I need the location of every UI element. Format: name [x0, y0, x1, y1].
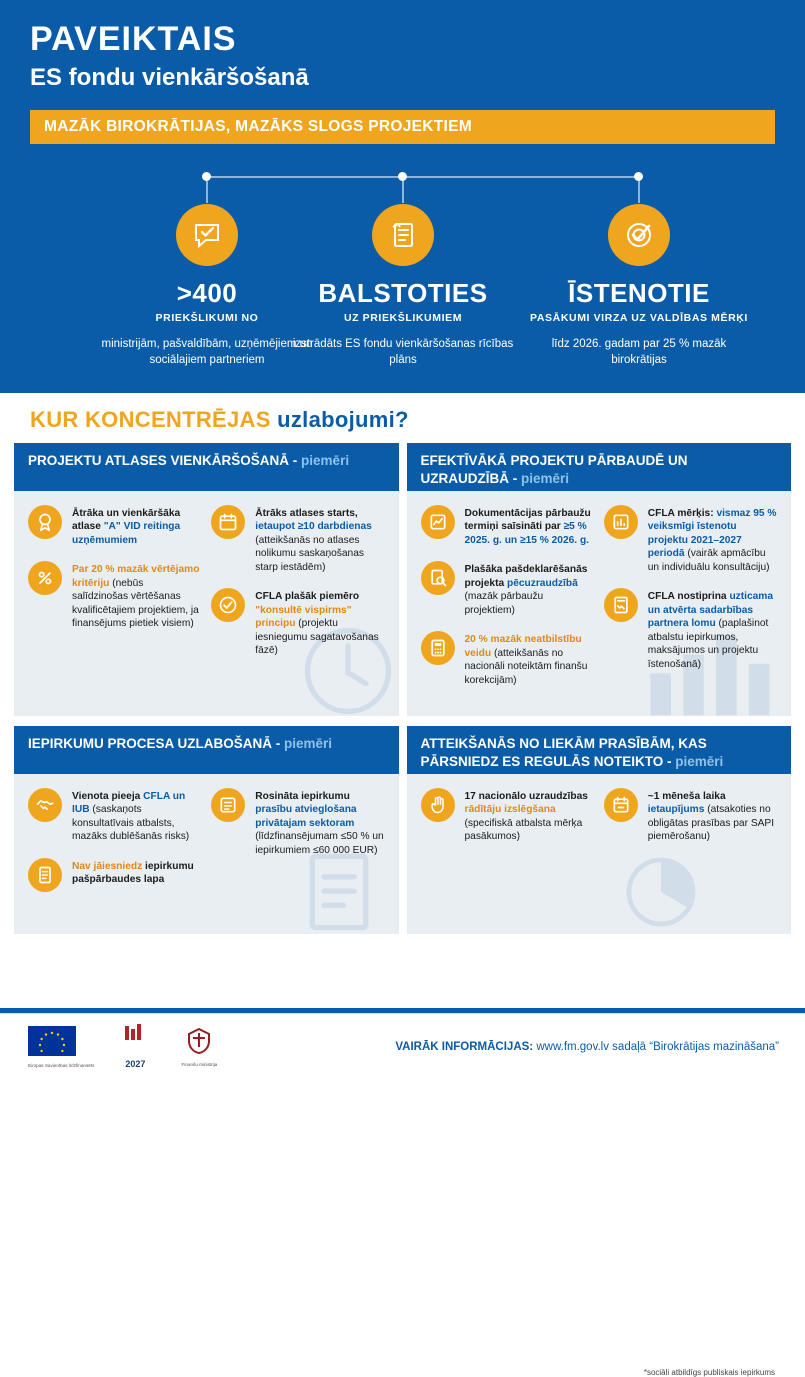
list-item-text: Ātrāka un vienkāršāka atlase "A" VID reitinga uzņēmumiem [72, 508, 181, 546]
list-item [604, 588, 777, 671]
list-item [604, 505, 777, 574]
quadrant-body [14, 774, 399, 934]
list-item [28, 858, 201, 892]
calendar-icon [211, 505, 245, 539]
target-check-icon [608, 204, 670, 266]
quadrant-heading-light: piemēri [675, 753, 724, 769]
goal-chart-icon [604, 505, 638, 539]
quadrant-grid [14, 443, 791, 934]
list-item [28, 561, 201, 630]
stat-number: BALSTOTIES [318, 277, 488, 308]
list-item-text: 17 nacionālo uzraudzības rādītāju izslēgšana (specifiskā atbalsta mērķa pasākumos) [464, 791, 588, 843]
stat-item [288, 204, 518, 368]
document-ghost-icon [296, 852, 391, 932]
list-item-text: Rosināta iepirkumu prasību atvieglošana privātajam sektoram (līdzfinansējumam ≤50 % un iepirkumiem ≤60 000 EUR) [255, 791, 384, 856]
list-item [211, 788, 384, 857]
footer-cta-url[interactable]: www.fm.gov.lv sadaļā “Birokrātijas mazināšana” [536, 1041, 779, 1053]
stat-caption: PASĀKUMI VIRZA UZ VALDĪBAS MĒRĶI [530, 311, 748, 324]
quadrant-heading-main: PROJEKTU ATLASES VIENKĀRŠOŠANĀ - [28, 453, 298, 468]
quadrant-heading [14, 443, 399, 491]
list-item [28, 788, 201, 844]
stats-row [0, 162, 805, 372]
calendar-save-icon [604, 788, 638, 822]
quadrant-heading [407, 443, 792, 491]
shop-doc-icon [211, 788, 245, 822]
quadrant-column [211, 505, 384, 658]
quadrant-heading-main: IEPIRKUMU PROCESA UZLABOŠANĀ - [28, 736, 281, 751]
eu-flag-caption: Eiropas Savienības līdzfinansēts [28, 1062, 95, 1068]
page-subtitle: ES fondu vienkāršošanā [30, 63, 309, 91]
timeline-stem [638, 181, 640, 203]
list-item-text: 20 % mazāk neatbilstību veidu (atteikšanās no nacionāli noteiktām finanšu korekcijām) [464, 634, 588, 686]
eu-flag-logo [28, 1026, 94, 1069]
quadrant-body [407, 774, 792, 934]
list-item [421, 788, 594, 844]
list-item-text: ~1 mēneša laika ietaupījums (atsakoties no obligātas prasības par SAPI piemērošanu) [647, 791, 775, 843]
stat-item [524, 204, 754, 368]
quadrant-procurement [14, 726, 399, 934]
pie-chart-ghost-icon [621, 852, 701, 932]
quadrant-monitoring [407, 443, 792, 716]
timeline-dot [202, 172, 211, 181]
footnote: *sociāli atbildīgs publiskais iepirkums [643, 1368, 775, 1377]
quadrant-column [421, 788, 594, 844]
list-item [28, 505, 201, 547]
percent-down-icon [28, 561, 62, 595]
handshake-doc-icon [604, 588, 638, 622]
list-item-text: Nav jāiesniedz iepirkumu pašpārbaudes lapa [72, 860, 194, 886]
eu-funds-year: 2027 [125, 1058, 146, 1069]
list-item-text: Par 20 % mazāk vērtējamo kritēriju (nebūs salīdzinošas vērtēšanas kvalificētajiem projektiem, ja finansējums pietiek visiem) [72, 564, 200, 630]
magnifier-doc-icon [421, 561, 455, 595]
list-item [421, 631, 594, 687]
section-title [0, 393, 805, 443]
timeline-dot [634, 172, 643, 181]
quadrant-heading-light: piemēri [521, 470, 570, 486]
list-item-text: Dokumentācijas pārbaužu termiņi saīsināti par ≥5 % 2025. g. un ≥15 % 2026. g. [464, 508, 591, 546]
page-title: PAVEIKTAIS [30, 20, 237, 58]
list-item-text: Plašāka pašdeklarēšanās projekta pēcuzraudzībā (mazāk pārbaužu projektiem) [464, 564, 588, 616]
eu-funds-2027-logo [116, 1024, 154, 1071]
stat-number: ĪSTENOTIE [568, 277, 710, 308]
ministry-caption: Finanšu ministrija [181, 1061, 218, 1067]
list-item-text: Vienota pieeja CFLA un IUB (saskaņots konsultatīvais atbalsts, mazāks dublēšanās risks) [72, 791, 190, 843]
stat-caption: PRIEKŠLIKUMI NO [155, 311, 259, 324]
chart-document-icon [421, 505, 455, 539]
stat-caption: UZ PRIEKŠLIKUMIEM [343, 311, 463, 324]
quadrant-heading-main: ATTEIKŠANĀS NO LIEKĀM PRASĪBĀM, KAS PĀRSNIEDZ ES REGULĀS NOTEIKTO - [420, 736, 707, 769]
list-item-text: CFLA nostiprina uzticama un atvērta sadarbības partnera lomu (paplašinot atbalstu iepirkumos, maksājumos un projektu īstenošanā) [647, 591, 774, 670]
footer [0, 1013, 805, 1080]
medal-ribbon-icon [28, 505, 62, 539]
header [0, 0, 805, 92]
quadrant-column [28, 505, 201, 658]
ministry-of-finance-logo [176, 1027, 222, 1068]
calculator-icon [421, 631, 455, 665]
list-item-text: Ātrāks atlases starts, ietaupot ≥10 darbdienas (atteikšanās no atlases nolikumu saskaņošanas starp iestādēm) [255, 508, 372, 573]
list-item [211, 588, 384, 657]
timeline-dot [398, 172, 407, 181]
speech-check-icon [176, 204, 238, 266]
quadrant-heading [14, 726, 399, 774]
stat-description: izstrādāts ES fondu vienkāršošanas rīcības plāns [292, 337, 514, 366]
footer-logos [0, 1024, 222, 1071]
no-document-icon [28, 858, 62, 892]
quadrant-project-selection [14, 443, 399, 716]
list-item-text: CFLA mērķis: vismaz 95 % veiksmīgi īstenotu projektu 2021–2027 periodā (vairāk apmācību un individuālu konsultāciju) [647, 508, 777, 573]
list-item [421, 561, 594, 617]
quadrant-body [14, 491, 399, 716]
quadrant-requirements [407, 726, 792, 934]
hand-stop-icon [421, 788, 455, 822]
quadrant-heading-light: piemēri [301, 453, 350, 468]
list-item [604, 788, 777, 844]
header-banner: MAZĀK BIROKRĀTIJAS, MAZĀKS SLOGS PROJEKTIEM [30, 110, 775, 144]
list-item [211, 505, 384, 574]
document-list-icon [372, 204, 434, 266]
handshake-icon [28, 788, 62, 822]
stat-description: ministrijām, pašvaldībām, uzņēmējiem un sociālajiem partneriem [101, 337, 313, 366]
quadrant-heading-light: piemēri [284, 736, 333, 751]
stat-description: līdz 2026. gadam par 25 % mazāk birokrātijas [551, 337, 727, 366]
quadrant-column [604, 788, 777, 844]
quadrant-heading [407, 726, 792, 774]
footer-cta-label: VAIRĀK INFORMĀCIJAS: [395, 1041, 534, 1053]
timeline-stem [206, 181, 208, 203]
quadrant-column [28, 788, 201, 892]
section-title-blue: uzlabojumi? [277, 407, 409, 432]
section-title-orange: KUR KONCENTRĒJAS [30, 407, 271, 432]
quadrant-column [604, 505, 777, 687]
quadrant-column [421, 505, 594, 687]
list-item-text: CFLA plašāk piemēro "konsultē vispirms" principu (projektu iesniegumu sagatavošanas fāzē) [255, 591, 379, 657]
timeline-stem [402, 181, 404, 203]
check-circle-icon [211, 588, 245, 622]
stat-number: >400 [176, 277, 238, 308]
footer-cta [395, 1041, 805, 1053]
list-item [421, 505, 594, 547]
timeline-line [206, 176, 636, 178]
quadrant-heading-main: EFEKTĪVĀKĀ PROJEKTU PĀRBAUDĒ UN UZRAUDZĪBĀ - [420, 453, 688, 486]
quadrant-body [407, 491, 792, 716]
